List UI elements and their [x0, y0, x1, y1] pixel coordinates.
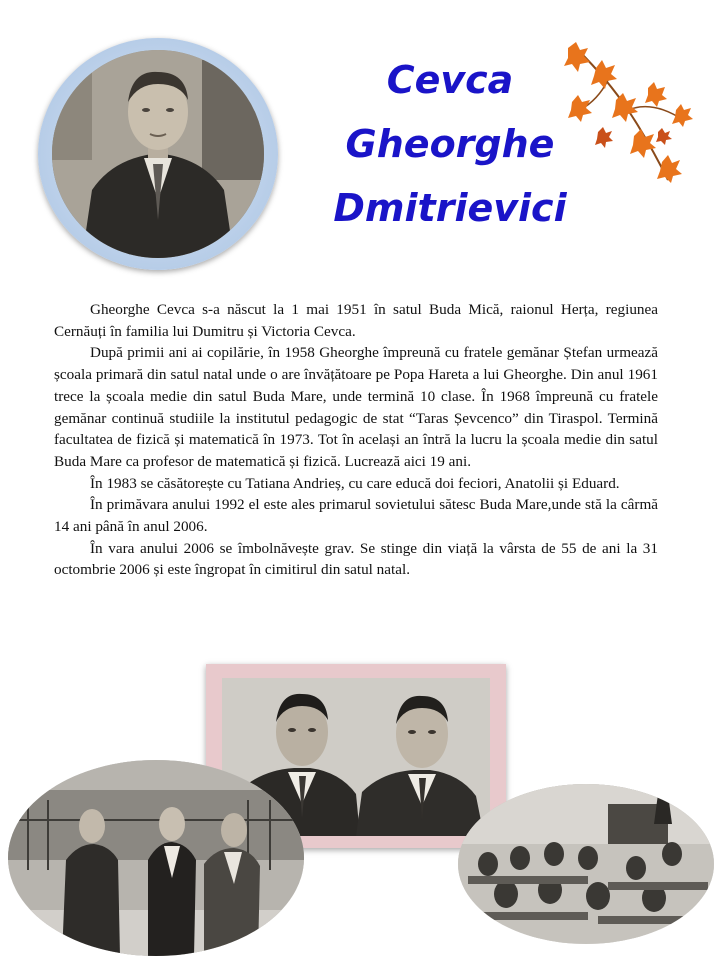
group-photo-outdoor	[8, 760, 304, 956]
bio-paragraph: După primii ani ai copilărie, în 1958 Gheorghe împreună cu fratele gemănar Ștefan urmează școala primară din satul natal unde o are învățătoare pe Popa Hareta a lui Gheorghe. Din anul 1961 trece la școala medie din satul Buda Mare, unde termină 10 clase. În 1968 împreună cu fratele gemănar continuă studiile la institutul pedagogic de stat “Taras Șevcenco” din Tiraspol. Termină facultatea de fizică și matematică în 1973. Tot în același an întră la lucru la școala medie din satul Buda Mare ca profesor de matematică și fizică. Lucrează aici 19 ani.	[54, 344, 658, 470]
portrait-frame	[38, 38, 278, 270]
bio-paragraph: În vara anului 2006 se îmbolnăvește grav. Se stinge din viață la vârsta de 55 de ani la 31 octombrie 2006 și este îngropat în cimitirul din satul natal.	[54, 539, 658, 579]
title-line-2: Gheorghe	[345, 122, 555, 166]
title-line-3: Dmitrievici	[333, 186, 567, 230]
autumn-leaves-icon	[558, 40, 698, 190]
classroom-photo	[458, 784, 714, 944]
portrait-photo	[52, 50, 264, 258]
bio-paragraph: În primăvara anului 1992 el este ales primarul sovietului sătesc Buda Mare,unde stă la cârmă 14 ani până în anul 2006.	[54, 496, 658, 536]
bio-paragraph: Gheorghe Cevca s-a născut la 1 mai 1951 în satul Buda Mică, raionul Herța, regiunea Cernăuți în familia lui Dumitru și Victoria Cevca.	[54, 301, 658, 340]
biography-text	[54, 299, 658, 581]
page-title	[300, 48, 600, 240]
bio-paragraph: În 1983 se căsătorește cu Tatiana Andrieș, cu care educă doi feciori, Anatolii și Eduard.	[90, 474, 620, 492]
title-line-1: Cevca	[386, 58, 514, 102]
